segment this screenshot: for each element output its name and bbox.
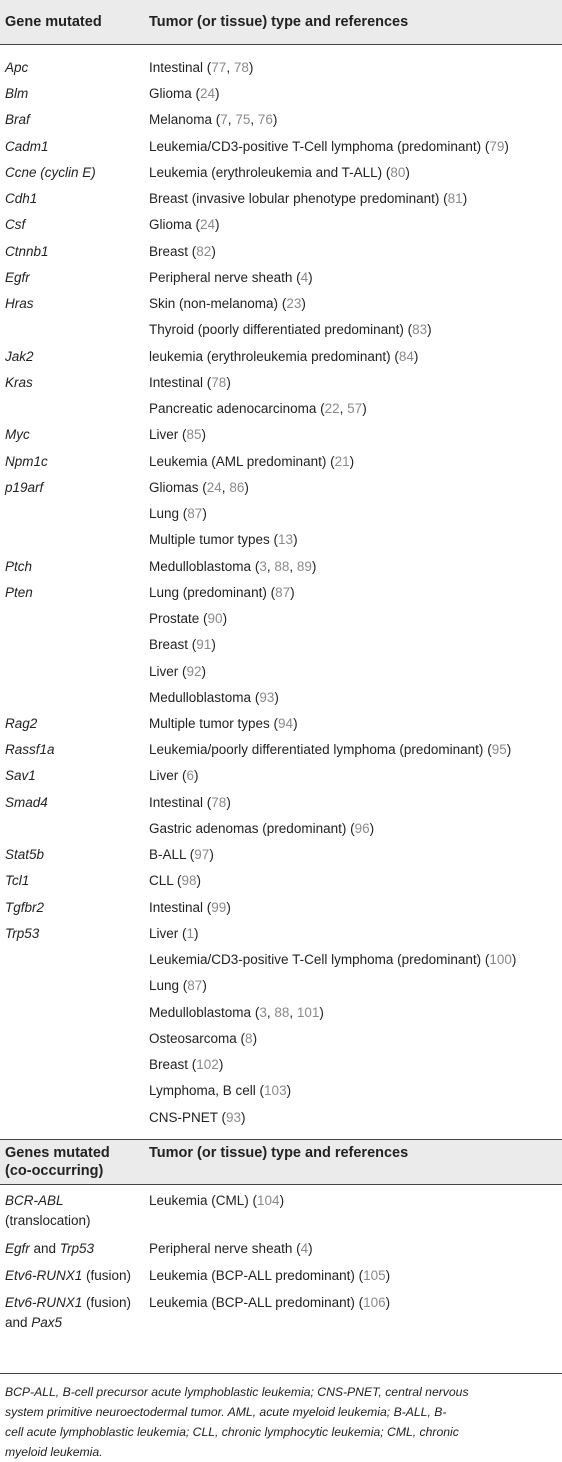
tumor-cell: Leukemia/CD3-positive T-Cell lymphoma (predominant) (100)	[149, 952, 517, 968]
tumor-label: Liver	[149, 663, 179, 679]
gene-name: Tcl1	[5, 873, 30, 889]
table-row	[0, 1105, 562, 1131]
reference-link[interactable]: 99	[211, 899, 227, 915]
table-row	[0, 711, 562, 737]
tumor-cell: Glioma (24)	[149, 86, 220, 102]
gene-name-part: (fusion)	[82, 1295, 132, 1310]
gene-combination	[5, 1293, 131, 1333]
tumor-cell: Peripheral nerve sheath (4)	[149, 1241, 313, 1256]
gene-name-part: BCR-ABL	[5, 1193, 64, 1208]
gene-header-line-2: (co-occurring)	[5, 1163, 104, 1179]
reference-link[interactable]: 96	[354, 820, 370, 836]
gene-name: Kras	[5, 374, 33, 390]
tumor-cell: Breast (82)	[149, 243, 216, 259]
gene-name: Blm	[5, 86, 29, 102]
reference-link[interactable]: 95	[491, 742, 507, 758]
gene-name: Sav1	[5, 768, 36, 784]
reference-link[interactable]: 87	[187, 978, 203, 994]
table-row	[0, 659, 562, 685]
reference-link[interactable]: 3	[259, 558, 267, 574]
tumor-label: Skin (non-melanoma)	[149, 296, 279, 312]
table-row	[0, 449, 562, 475]
tumor-cell: CLL (98)	[149, 873, 202, 889]
tumor-label: Multiple tumor types	[149, 532, 270, 548]
header-rule	[0, 44, 562, 45]
tumor-label: Intestinal	[149, 60, 204, 75]
gene-name: Cadm1	[5, 138, 49, 154]
gene-combination	[5, 1239, 94, 1259]
table-row	[0, 396, 562, 422]
reference-link[interactable]: 8	[245, 1030, 253, 1046]
gene-name: Ccne (cyclin E)	[5, 164, 96, 180]
tumor-cell: Liver (92)	[149, 663, 207, 679]
tumor-label: Leukemia (CML)	[149, 1193, 249, 1208]
tumor-cell: Breast (91)	[149, 637, 216, 653]
gene-name: Jak2	[5, 348, 34, 364]
tumor-label: Pancreatic adenocarcinoma	[149, 401, 317, 417]
gene-header-line-1: Genes mutated	[5, 1145, 110, 1161]
tumor-label: Multiple tumor types	[149, 716, 270, 731]
tumor-label: CNS-PNET	[149, 1109, 218, 1125]
tumor-label: Breast	[149, 637, 189, 653]
tumor-label: Leukemia (erythroleukemia and T-ALL)	[149, 164, 383, 180]
bottom-rule	[0, 1373, 562, 1374]
tumor-label: Thyroid (poorly differentiated predominant)	[149, 322, 404, 338]
table-row	[0, 265, 562, 291]
tumor-cell: Lung (87)	[149, 506, 207, 522]
tumor-label: Leukemia (AML predominant)	[149, 453, 327, 469]
table-row	[0, 239, 562, 265]
reference-link[interactable]: 78	[233, 60, 249, 75]
reference-link[interactable]: 90	[207, 611, 223, 627]
tumor-label: Medulloblastoma	[149, 689, 252, 705]
reference-link[interactable]: 24	[200, 86, 216, 102]
reference-link[interactable]: 4	[300, 1241, 309, 1256]
table-row	[0, 55, 562, 81]
tumor-cell: Intestinal (78)	[149, 794, 231, 810]
tumor-label: Prostate	[149, 611, 200, 627]
gene-combination	[5, 1266, 131, 1286]
reference-link[interactable]: 88	[274, 1004, 290, 1020]
reference-link[interactable]: 91	[196, 637, 212, 653]
reference-link[interactable]: 24	[200, 217, 216, 233]
gene-column-header: Gene mutated	[5, 14, 102, 30]
reference-link[interactable]: 94	[278, 716, 294, 731]
footnote	[5, 1382, 557, 1462]
reference-link[interactable]: 102	[196, 1057, 219, 1073]
tumor-cell: Skin (non-melanoma) (23)	[149, 296, 306, 312]
tumor-cell: Lung (predominant) (87)	[149, 584, 295, 600]
reference-link[interactable]: 86	[229, 479, 245, 495]
gene-name: Pten	[5, 584, 33, 600]
table-row	[0, 291, 562, 317]
gene-name: Apc	[5, 60, 29, 75]
tumor-label: Leukemia/CD3-positive T-Cell lymphoma (predominant)	[149, 138, 482, 154]
tumor-label: Lymphoma, B cell	[149, 1083, 256, 1099]
reference-link[interactable]: 78	[211, 794, 227, 810]
gene-name: Egfr	[5, 269, 30, 285]
gene-name-part: (fusion)	[82, 1268, 132, 1283]
table-row	[0, 921, 562, 947]
tumor-label: Breast (invasive lobular phenotype predominant)	[149, 191, 440, 207]
tumor-cell: Melanoma (7, 75, 76)	[149, 112, 278, 128]
tumor-label: Breast	[149, 243, 189, 259]
reference-link[interactable]: 88	[274, 558, 290, 574]
reference-link[interactable]: 77	[211, 60, 227, 75]
reference-link[interactable]: 106	[363, 1295, 386, 1310]
tumor-cell: Liver (6)	[149, 768, 199, 784]
tumor-cell: Lymphoma, B cell (103)	[149, 1083, 292, 1099]
tumor-cell: Thyroid (poorly differentiated predominant) (83)	[149, 322, 432, 338]
table-row	[0, 160, 562, 186]
tumor-label: B-ALL	[149, 847, 187, 863]
gene-name-part: Trp53	[59, 1241, 95, 1256]
reference-link[interactable]: 13	[278, 532, 294, 548]
tumor-label: Leukemia (BCP-ALL predominant)	[149, 1295, 355, 1310]
tumor-label: Osteosarcoma	[149, 1030, 237, 1046]
reference-link[interactable]: 100	[489, 952, 512, 968]
tumor-label: Medulloblastoma	[149, 558, 252, 574]
gene-name: Ptch	[5, 558, 33, 574]
tumor-cell: B-ALL (97)	[149, 847, 214, 863]
gene-name: Csf	[5, 217, 26, 233]
gene-name-part: Egfr	[5, 1241, 30, 1256]
table-header-2	[0, 1140, 562, 1184]
tumor-cell: Breast (invasive lobular phenotype predominant) (81)	[149, 191, 468, 207]
tumor-cell: Leukemia (CML) (104)	[149, 1193, 285, 1208]
tumor-label: Medulloblastoma	[149, 1004, 252, 1020]
table-row	[0, 1078, 562, 1104]
reference-link[interactable]: 93	[259, 689, 275, 705]
tumor-column-header-2: Tumor (or tissue) type and references	[149, 1145, 409, 1161]
reference-link[interactable]: 80	[390, 164, 406, 180]
footnote-line: myeloid leukemia.	[5, 1445, 103, 1459]
tumor-cell: Leukemia (AML predominant) (21)	[149, 453, 355, 469]
tumor-label: Peripheral nerve sheath	[149, 269, 293, 285]
table-row	[0, 685, 562, 711]
reference-link[interactable]: 7	[220, 112, 228, 128]
tumor-label: Gliomas	[149, 479, 199, 495]
table-header	[0, 0, 562, 44]
table-row	[0, 501, 562, 527]
table-row	[0, 737, 562, 763]
tumor-label: Glioma	[149, 86, 192, 102]
tumor-label: leukemia (erythroleukemia predominant)	[149, 348, 391, 364]
tumor-label: Lung (predominant)	[149, 584, 267, 600]
reference-link[interactable]: 76	[257, 112, 273, 128]
header-rule-2	[0, 1184, 562, 1185]
tumor-cell: Multiple tumor types (94)	[149, 716, 298, 731]
reference-link[interactable]: 97	[194, 847, 210, 863]
reference-link[interactable]: 79	[489, 138, 505, 154]
reference-link[interactable]: 98	[181, 873, 197, 889]
table-row	[0, 606, 562, 632]
tumor-cell: Intestinal (78)	[149, 374, 231, 390]
tumor-cell: Intestinal (77, 78)	[149, 60, 254, 75]
tumor-cell: Medulloblastoma (3, 88, 89)	[149, 558, 317, 574]
tumor-label: Liver	[149, 427, 179, 443]
reference-link[interactable]: 1	[186, 925, 195, 941]
table-row	[0, 868, 562, 894]
table-row	[0, 317, 562, 343]
tumor-cell: Pancreatic adenocarcinoma (22, 57)	[149, 401, 367, 417]
tumor-cell: Multiple tumor types (13)	[149, 532, 298, 548]
gene-name-part: (translocation)	[5, 1213, 91, 1228]
tumor-cell: Lung (87)	[149, 978, 207, 994]
table-row	[0, 842, 562, 868]
reference-link[interactable]: 22	[324, 401, 340, 417]
gene-name: p19arf	[5, 479, 44, 495]
table-row	[0, 1000, 562, 1026]
table-row	[0, 554, 562, 580]
gene-name: Tgfbr2	[5, 899, 45, 915]
gene-name: Stat5b	[5, 847, 45, 863]
tumor-cell: Leukemia/CD3-positive T-Cell lymphoma (predominant) (79)	[149, 138, 509, 154]
reference-link[interactable]: 21	[334, 453, 350, 469]
tumor-cell: Leukemia (BCP-ALL predominant) (105)	[149, 1268, 391, 1283]
gene-name-part: Etv6-RUNX1	[5, 1268, 83, 1283]
reference-link[interactable]: 103	[264, 1083, 287, 1099]
footnote-line: BCP-ALL, B-cell precursor acute lymphoblastic leukemia; CNS-PNET, central nervous	[5, 1385, 469, 1399]
table-row	[0, 527, 562, 553]
gene-name: Myc	[5, 427, 30, 443]
reference-link[interactable]: 104	[257, 1193, 280, 1208]
table-row	[0, 816, 562, 842]
tumor-cell: Leukemia (erythroleukemia and T-ALL) (80)	[149, 164, 410, 180]
reference-link[interactable]: 24	[206, 479, 222, 495]
reference-link[interactable]: 23	[286, 296, 302, 312]
tumor-cell: Medulloblastoma (93)	[149, 689, 279, 705]
reference-link[interactable]: 105	[363, 1268, 386, 1283]
table-row	[0, 947, 562, 973]
table-row	[0, 186, 562, 212]
reference-link[interactable]: 6	[186, 768, 195, 784]
table-row	[0, 895, 562, 921]
table-row	[0, 370, 562, 396]
reference-link[interactable]: 78	[211, 374, 227, 390]
tumor-label: Intestinal	[149, 374, 204, 390]
reference-link[interactable]: 85	[186, 427, 202, 443]
reference-link[interactable]: 89	[296, 558, 312, 574]
tumor-label: Liver	[149, 768, 179, 784]
gene-name-part: and	[29, 1241, 60, 1256]
tumor-cell: Leukemia (BCP-ALL predominant) (106)	[149, 1295, 391, 1310]
gene-column-header-2	[5, 1144, 110, 1180]
table-row	[0, 344, 562, 370]
tumor-cell: Prostate (90)	[149, 611, 228, 627]
gene-name: Braf	[5, 112, 30, 128]
tumor-label: Gastric adenomas (predominant)	[149, 820, 347, 836]
tumor-label: Intestinal	[149, 794, 204, 810]
tumor-cell: Liver (1)	[149, 925, 199, 941]
tumor-cell: Osteosarcoma (8)	[149, 1030, 258, 1046]
table-row	[0, 81, 562, 107]
tumor-label: Leukemia (BCP-ALL predominant)	[149, 1268, 355, 1283]
table-row	[0, 422, 562, 448]
table-row	[0, 1052, 562, 1078]
table-row	[0, 580, 562, 606]
tumor-label: Leukemia/CD3-positive T-Cell lymphoma (predominant)	[149, 952, 482, 968]
table-row	[0, 973, 562, 999]
tumor-cell: Intestinal (99)	[149, 899, 231, 915]
tumor-cell: Medulloblastoma (3, 88, 101)	[149, 1004, 324, 1020]
gene-name-part: Etv6-RUNX1	[5, 1295, 83, 1310]
reference-link[interactable]: 82	[196, 243, 212, 259]
reference-link[interactable]: 87	[187, 506, 203, 522]
tumor-label: Peripheral nerve sheath	[149, 1241, 293, 1256]
tumor-cell: Gliomas (24, 86)	[149, 479, 249, 495]
table-row	[0, 632, 562, 658]
reference-link[interactable]: 101	[296, 1004, 320, 1020]
table-row	[0, 790, 562, 816]
reference-link[interactable]: 87	[275, 584, 291, 600]
reference-link[interactable]: 4	[300, 269, 309, 285]
table-row	[0, 134, 562, 160]
gene-name: Trp53	[5, 925, 40, 941]
reference-link[interactable]: 81	[447, 191, 463, 207]
tumor-cell: Peripheral nerve sheath (4)	[149, 269, 313, 285]
reference-link[interactable]: 57	[347, 401, 363, 417]
tumor-cell: Breast (102)	[149, 1057, 224, 1073]
table-row	[0, 107, 562, 133]
tumor-label: Lung	[149, 978, 180, 994]
tumor-cell: Leukemia/poorly differentiated lymphoma (predominant) (95)	[149, 742, 512, 758]
gene-name: Rag2	[5, 716, 38, 731]
reference-link[interactable]: 75	[235, 112, 251, 128]
tumor-label: CLL	[149, 873, 174, 889]
tumor-label: Breast	[149, 1057, 189, 1073]
gene-name: Hras	[5, 296, 34, 312]
gene-name: Rassf1a	[5, 742, 55, 758]
reference-link[interactable]: 84	[398, 348, 414, 364]
tumor-label: Lung	[149, 506, 180, 522]
table-row	[0, 475, 562, 501]
tumor-column-header: Tumor (or tissue) type and references	[149, 14, 409, 30]
gene-name: Smad4	[5, 794, 48, 810]
gene-name-part: Pax5	[31, 1315, 63, 1330]
footnote-line: system primitive neuroectodermal tumor. AML, acute myeloid leukemia; B-ALL, B-	[5, 1405, 447, 1419]
tumor-cell: Gastric adenomas (predominant) (96)	[149, 820, 375, 836]
gene-name: Cdh1	[5, 191, 38, 207]
tumor-label: Glioma	[149, 217, 192, 233]
gene-name: Npm1c	[5, 453, 48, 469]
table-row	[0, 212, 562, 238]
tumor-label: Melanoma	[149, 112, 213, 128]
table-row	[0, 1026, 562, 1052]
tumor-cell: Liver (85)	[149, 427, 207, 443]
table-row	[0, 763, 562, 789]
gene-name-part: and	[5, 1315, 32, 1330]
tumor-cell: CNS-PNET (93)	[149, 1109, 246, 1125]
tumor-label: Liver	[149, 925, 179, 941]
tumor-cell: Glioma (24)	[149, 217, 220, 233]
tumor-label: Intestinal	[149, 899, 204, 915]
tumor-label: Leukemia/poorly differentiated lymphoma (predominant)	[149, 742, 484, 758]
footnote-line: cell acute lymphoblastic leukemia; CLL, chronic lymphocytic leukemia; CML, chronic	[5, 1425, 459, 1439]
reference-link[interactable]: 83	[412, 322, 428, 338]
tumor-cell: leukemia (erythroleukemia predominant) (84)	[149, 348, 419, 364]
reference-link[interactable]: 93	[226, 1109, 242, 1125]
gene-name: Ctnnb1	[5, 243, 49, 259]
reference-link[interactable]: 92	[186, 663, 202, 679]
reference-link[interactable]: 3	[259, 1004, 267, 1020]
gene-combination	[5, 1191, 91, 1231]
